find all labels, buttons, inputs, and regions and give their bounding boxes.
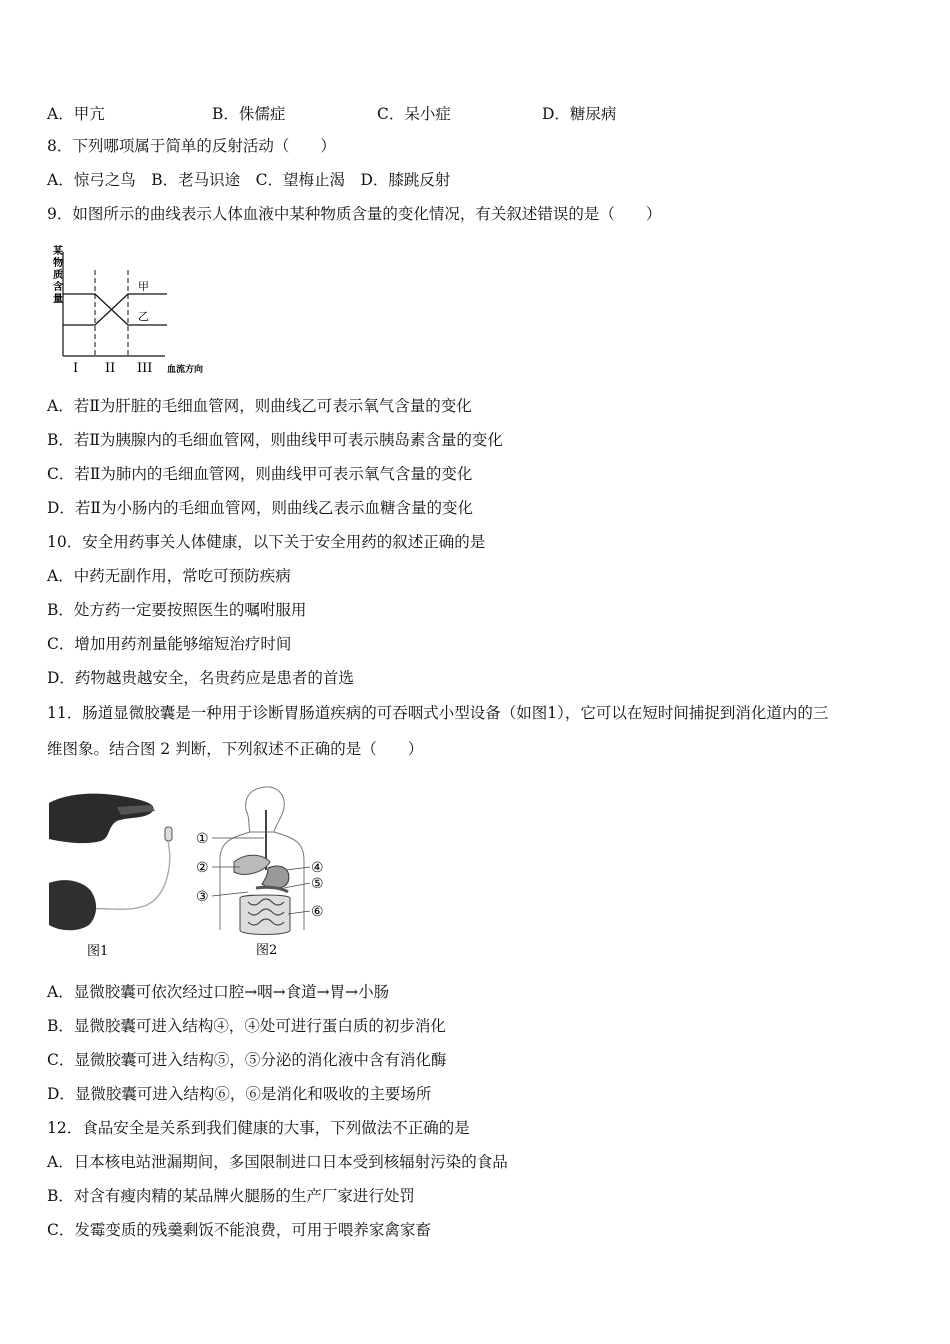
q11-fig2-caption: 图2	[256, 943, 278, 958]
marker-1: ①	[196, 831, 209, 847]
q9-curve-jia-label: 甲	[138, 280, 149, 293]
marker-4: ④	[311, 860, 324, 876]
q8-options: A．惊弓之鸟 B．老马识途 C．望梅止渴 D．膝跳反射	[47, 171, 451, 189]
q8-stem: 8．下列哪项属于简单的反射活动（ ）	[47, 137, 336, 155]
q9-option-c: C．若Ⅱ为肺内的毛细血管网，则曲线甲可表示氧气含量的变化	[47, 465, 473, 483]
upper-hand-shape	[49, 794, 154, 844]
q11-figure-1	[47, 785, 187, 960]
q9-option-a: A．若Ⅱ为肝脏的毛细血管网，则曲线乙可表示氧气含量的变化	[47, 397, 472, 415]
q11-stem-line2: 维图象。结合图 2 判断，下列叙述不正确的是（ ）	[47, 740, 424, 758]
q11-figure-2	[190, 780, 335, 960]
q12-option-b: B．对含有瘦肉精的某品牌火腿肠的生产厂家进行处罚	[47, 1187, 415, 1205]
leader-6	[288, 911, 310, 914]
q9-ylabel-3: 含	[53, 282, 63, 293]
capsule-icon	[165, 827, 172, 841]
q9-curve-yi	[63, 294, 167, 325]
large-intestine-shape	[240, 895, 290, 935]
marker-6: ⑥	[311, 904, 324, 920]
q9-curve-chart	[45, 242, 225, 377]
q11-stem-line1: 11．肠道显微胶囊是一种用于诊断胃肠道疾病的可吞咽式小型设备（如图1），它可以在短时间捕捉到消化道内的三	[47, 704, 829, 722]
marker-3: ③	[196, 889, 209, 905]
q7-option-a: A．甲亢	[47, 105, 105, 123]
q9-region-2: II	[105, 361, 116, 376]
q12-option-c: C．发霉变质的残羹剩饭不能浪费，可用于喂养家禽家畜	[47, 1221, 431, 1239]
q9-region-1: I	[73, 361, 79, 376]
q11-option-a: A．显微胶囊可依次经过口腔→咽→食道→胃→小肠	[47, 983, 390, 1001]
q9-option-d: D．若Ⅱ为小肠内的毛细血管网，则曲线乙表示血糖含量的变化	[47, 499, 473, 517]
q9-ylabel-1: 物	[53, 258, 63, 269]
q7-option-b: B．侏儒症	[212, 105, 286, 123]
marker-5: ⑤	[311, 876, 324, 892]
head-outline	[246, 787, 285, 832]
leader-3	[212, 892, 248, 896]
q7-option-d: D．糖尿病	[542, 105, 617, 123]
q10-option-a: A．中药无副作用，常吃可预防疾病	[47, 567, 291, 585]
q9-ylabel-0: 某	[53, 246, 63, 257]
q7-option-c: C．呆小症	[377, 105, 451, 123]
q9-ylabel-4: 量	[53, 294, 63, 305]
capsule-wire	[91, 841, 170, 909]
lower-hand-shape	[49, 880, 96, 930]
q11-fig1-caption: 图1	[87, 944, 109, 959]
q10-option-c: C．增加用药剂量能够缩短治疗时间	[47, 635, 292, 653]
pancreas-shape	[256, 887, 288, 892]
q12-option-a: A．日本核电站泄漏期间，多国限制进口日本受到核辐射污染的食品	[47, 1153, 508, 1171]
q9-option-b: B．若Ⅱ为胰腺内的毛细血管网，则曲线甲可表示胰岛素含量的变化	[47, 431, 503, 449]
leader-4	[286, 867, 310, 870]
q9-stem: 9．如图所示的曲线表示人体血液中某种物质含量的变化情况，有关叙述错误的是（ ）	[47, 205, 662, 223]
q10-option-d: D．药物越贵越安全，名贵药应是患者的首选	[47, 669, 354, 687]
q12-stem: 12．食品安全是关系到我们健康的大事，下列做法不正确的是	[47, 1119, 470, 1137]
leader-5	[284, 883, 310, 888]
q10-option-b: B．处方药一定要按照医生的嘱咐服用	[47, 601, 307, 619]
q9-region-3: III	[137, 361, 153, 376]
q11-option-d: D．显微胶囊可进入结构⑥，⑥是消化和吸收的主要场所	[47, 1085, 432, 1103]
q11-option-c: C．显微胶囊可进入结构⑤，⑤分泌的消化液中含有消化酶	[47, 1051, 447, 1069]
liver-shape	[234, 855, 270, 874]
q9-ylabel-2: 质	[53, 270, 63, 281]
q10-stem: 10．安全用药事关人体健康，以下关于安全用药的叙述正确的是	[47, 533, 486, 551]
marker-2: ②	[196, 860, 209, 876]
q9-curve-yi-label: 乙	[138, 310, 149, 323]
q9-xlabel: 血流方向	[167, 365, 204, 375]
q9-curve-jia	[63, 294, 167, 325]
q11-option-b: B．显微胶囊可进入结构④，④处可进行蛋白质的初步消化	[47, 1017, 446, 1035]
